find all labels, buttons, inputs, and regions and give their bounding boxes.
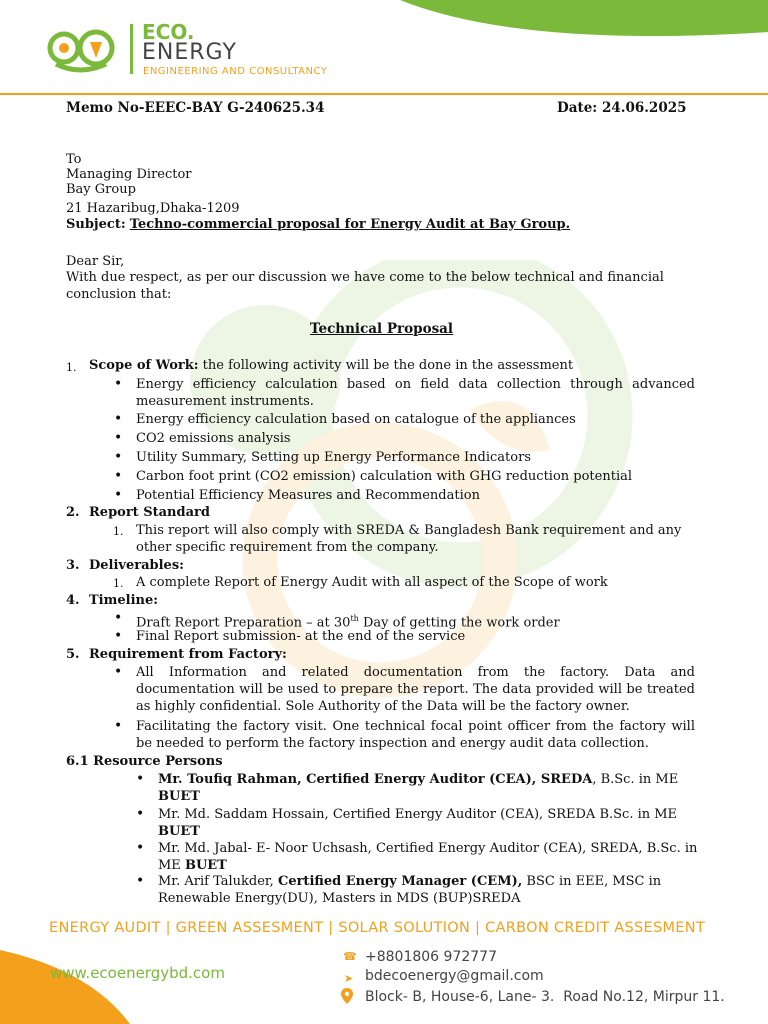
subject-line — [66, 216, 570, 233]
footer-corner-shape — [0, 950, 130, 1024]
phone-icon: ☎ — [343, 950, 357, 963]
person-detail-line2: BUET — [158, 824, 200, 839]
person-detail: Mr. Md. Jabal- E- Noor Uchsash, Certified Energy Auditor (CEA), SREDA, B.Sc. in — [158, 841, 698, 856]
section-2-sub: This report will also comply with SREDA & Bangladesh Bank requirement and any other specific requirement from the company. — [136, 523, 682, 555]
timeline-item: • Final Report submission- at the end of the service — [136, 628, 465, 645]
section-3-number: 3. — [66, 558, 80, 573]
person-detail: Mr. Md. Saddam Hossain, Certified Energy Auditor (CEA), SREDA B.Sc. in ME — [158, 807, 678, 822]
email-icon: ➤ — [344, 972, 354, 985]
section-1-number: 1. — [66, 361, 77, 374]
person-name: Mr. Toufiq Rahman, Certified Energy Auditor (CEA), SREDA — [158, 772, 593, 787]
person-detail: , B.Sc. in ME — [592, 772, 679, 787]
person-detail-line2: BUET — [158, 789, 200, 804]
person-cert: Certified Energy Manager (CEM), — [277, 874, 523, 889]
logo-text-energy: ENERGY — [142, 40, 237, 65]
footer-website[interactable]: www.ecoenergybd.com — [50, 964, 225, 982]
intro-paragraph: With due respect, as per our discussion we have come to the below technical and financial conclusion that: — [66, 270, 664, 302]
scope-item: • Energy efficiency calculation based on catalogue of the appliances — [136, 411, 576, 428]
section-2-title: Report Standard — [89, 505, 210, 520]
subject-label: Subject: — [66, 217, 126, 232]
person-detail-me: ME — [158, 858, 181, 873]
timeline-item-sup: th — [350, 614, 359, 623]
person-detail-buet: BUET — [184, 858, 227, 873]
resource-person — [158, 771, 678, 805]
section-2-number: 2. — [66, 505, 80, 520]
memo-date: Date: 24.06.2025 — [557, 100, 687, 116]
section-4-number: 4. — [66, 593, 80, 608]
recipient-title: Managing Director — [66, 167, 192, 182]
scope-item: • Energy efficiency calculation based on field data collection through advanced measurement instruments. — [136, 376, 695, 410]
location-icon — [341, 988, 353, 1004]
logo-text-eco: ECO. — [142, 20, 195, 44]
logo-tagline: ENGINEERING AND CONSULTANCY — [143, 66, 328, 77]
timeline-item-text: Draft Report Preparation – at 30 — [136, 615, 351, 631]
person-name: Mr. Arif Talukder, — [158, 874, 274, 889]
section-2-sub-number: 1. — [113, 525, 124, 538]
person-detail: BSC in EEE, MSC in — [526, 874, 662, 889]
resource-person — [158, 806, 677, 840]
recipient-address: 21 Hazaribug,Dhaka-1209 — [66, 201, 240, 216]
company-logo — [46, 22, 366, 82]
section-1-text: the following activity will be the done in the assessment — [202, 358, 574, 373]
resource-person — [158, 873, 661, 907]
logo-divider — [130, 24, 133, 74]
scope-item: • CO2 emissions analysis — [136, 430, 291, 447]
footer-services: ENERGY AUDIT | GREEN ASSESMENT | SOLAR SOLUTION | CARBON CREDIT ASSESMENT — [49, 920, 706, 936]
scope-item: • Utility Summary, Setting up Energy Performance Indicators — [136, 449, 531, 466]
section-3-sub-number: 1. — [113, 577, 124, 590]
section-5-title: Requirement from Factory: — [89, 647, 287, 662]
footer-phone: +8801806 972777 — [365, 949, 497, 965]
section-4-title: Timeline: — [89, 593, 159, 608]
section-heading: Technical Proposal — [310, 321, 454, 337]
section-1-title: Scope of Work: — [89, 358, 199, 373]
scope-item: • Potential Efficiency Measures and Recommendation — [136, 487, 480, 504]
salutation: Dear Sir, — [66, 254, 125, 269]
logo-emblem-icon — [46, 22, 118, 78]
requirement-item: • Facilitating the factory visit. One technical focal point officer from the factory will be needed to perform the factory inspection and energy audit data collection. — [136, 718, 695, 752]
subject-text: Techno-commercial proposal for Energy Audit at Bay Group. — [129, 217, 571, 232]
footer-address: Block- B, House-6, Lane- 3. Road No.12, Mirpur 11. — [365, 989, 725, 1005]
recipient-to: To — [66, 152, 82, 167]
recipient-company: Bay Group — [66, 182, 136, 197]
header-rule — [0, 93, 768, 95]
timeline-item-text-end: Day of getting the work order — [362, 615, 560, 631]
footer-email[interactable]: bdecoenergy@gmail.com — [365, 968, 544, 984]
section-3-sub: A complete Report of Energy Audit with all aspect of the Scope of work — [136, 575, 608, 590]
scope-item: • Carbon foot print (CO2 emission) calculation with GHG reduction potential — [136, 468, 632, 485]
person-detail-line2: Renewable Energy(DU), Masters in MDS (BUP)SREDA — [158, 891, 521, 906]
requirement-item: • All Information and related documentation from the factory. Data and documentation will be used to prepare the report. The data provided will be treated as highly confidential. Sole Authority of the Data will be the factory owner. — [136, 664, 695, 715]
section-1-header — [89, 357, 573, 374]
section-5-number: 5. — [66, 647, 80, 662]
section-3-title: Deliverables: — [89, 558, 184, 573]
resource-person — [158, 840, 697, 874]
section-6-1-title: 6.1 Resource Persons — [66, 754, 223, 769]
memo-number: Memo No-EEEC-BAY G-240625.34 — [66, 100, 325, 116]
